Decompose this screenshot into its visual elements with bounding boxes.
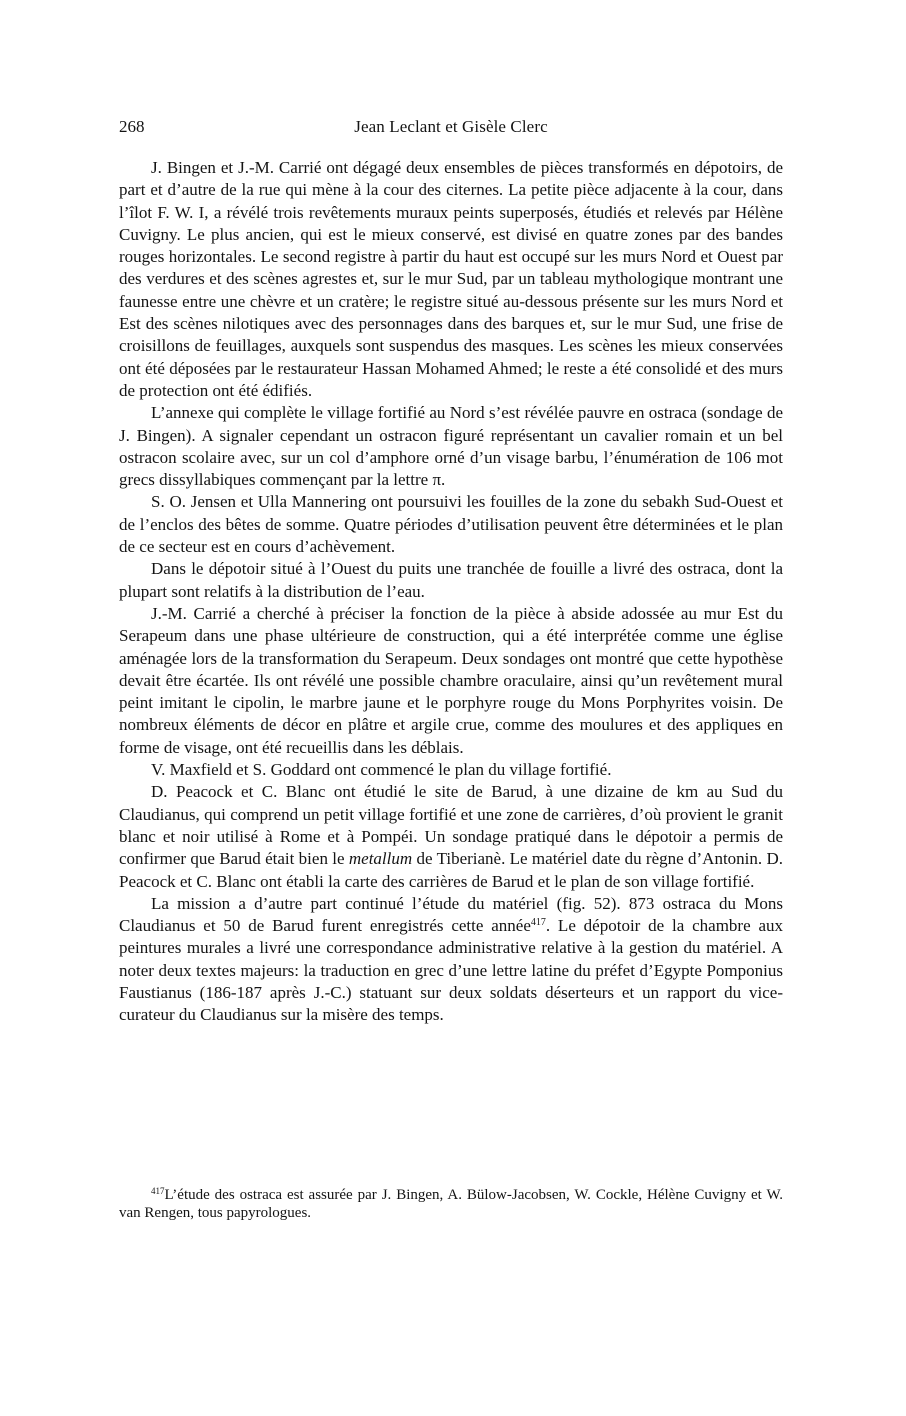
paragraph-jensen-mannering: S. O. Jensen et Ulla Mannering ont poursuivi les fouilles de la zone du sebakh Sud-Ouest et de l’enclos des bêtes de somme. Quatre périodes d’utilisation peuvent être déterminées et le plan de ce secteur est en cours d’achèvement. bbox=[119, 492, 783, 557]
paragraph-depotoir-puits: Dans le dépotoir situé à l’Ouest du puits une tranchée de fouille a livré des ostraca, dont la plupart sont relatifs à la distribution de l’eau. bbox=[119, 559, 783, 601]
paragraph-mission-text-before: La mission a d’autre part continué l’étude du matériel (fig. 52). 873 ostraca du Mons Claudianus et 50 de Barud furent enregistrés cette année bbox=[119, 893, 783, 936]
footnote-text: L’étude des ostraca est assurée par J. Bingen, A. Bülow-Jacobsen, W. Cockle, Hélène Cuvigny et W. van Rengen, tous papyrologues. bbox=[119, 1187, 783, 1221]
paragraph-mission-text-after: . Le dépotoir de la chambre aux peintures murales a livré une correspondance administrative relative à la gestion du matériel. A noter deux textes majeurs: la traduction en grec d’une lettre latine du préfet d’Egypte Pomponius Faustianus (186-187 après J.-C.) statuant sur deux soldats déserteurs et un rapport du vice-curateur du Claudianus sur la misère des temps. bbox=[119, 916, 783, 1025]
italic-term-metallum: metallum bbox=[348, 849, 413, 869]
body-text bbox=[119, 157, 783, 1027]
paragraph-bingen-carrie: J. Bingen et J.-M. Carrié ont dégagé deux ensembles de pièces transformés en dépotoirs, de part et d’autre de la rue qui mène à la cour des citernes. La petite pièce adjacente à la cour, dans l’îlot F. W. I, a révélé trois revêtements muraux peints superposés, étudiés et relevés par Hélène Cuvigny. Le plus ancien, qui est le mieux conservé, est divisé en quatre zones par des bandes rouges horizontales. Le second registre à partir du haut est occupé sur les murs Nord et Ouest par des verdures et des scènes agrestes et, sur le mur Sud, par un tableau mythologique montrant une faunesse entre une chèvre et un cratère; le registre situé au-dessous présente sur les murs Nord et Est des scènes nilotiques avec des personnages dans des barques et, sur le mur Sud, une frise de croisillons de feuillages, auxquels sont suspendus des masques. Les scènes les mieux conservées ont été déposées par le restaurateur Hassan Mohamed Ahmed; le reste a été consolidé et des murs de protection ont été édifiés. bbox=[119, 158, 783, 400]
paragraph-peacock-blanc bbox=[119, 781, 783, 892]
page-number: 268 bbox=[119, 117, 145, 136]
footnote-number: 417 bbox=[151, 1186, 165, 1196]
paragraph-annexe: L’annexe qui complète le village fortifié au Nord s’est révélée pauvre en ostraca (sondage de J. Bingen). A signaler cependant un ostracon figuré représentant un cavalier romain et un bel ostracon scolaire avec, sur un col d’amphore orné d’un visage barbu, l’énumération de 106 mot grecs dissyllabiques commençant par la lettre π. bbox=[119, 403, 783, 490]
paragraph-mission-materiel bbox=[119, 893, 783, 1027]
paragraph-peacock-text-before: D. Peacock et C. Blanc ont étudié le site de Barud, à une dizaine de km au Sud du Claudianus, qui comprend un petit village fortifié et une zone de carrières, d’où provient le granit blanc et noir utilisé à Rome et à Pompéi. Un sondage pratiqué dans le dépotoir a permis de confirmer que Barud était bien le bbox=[119, 782, 783, 869]
paragraph-maxfield-goddard: V. Maxfield et S. Goddard ont commencé le plan du village fortifié. bbox=[151, 760, 612, 780]
running-header bbox=[119, 114, 783, 140]
footnote bbox=[119, 1186, 783, 1222]
footnote-reference[interactable]: 417 bbox=[530, 917, 546, 929]
paragraph-carrie-abside: J.-M. Carrié a cherché à préciser la fonction de la pièce à abside adossée au mur Est du Serapeum dans une phase ultérieure de construction, qui a été interprétée comme une église aménagée lors de la transformation du Serapeum. Deux sondages ont montré que cette hypothèse devait être écartée. Ils ont révélé une possible chambre oraculaire, ainsi qu’un revêtement mural peint imitant le cipolin, le marbre jaune et le porphyre rouge du Mons Porphyrites voisin. De nombreux éléments de décor en plâtre et argile crue, comme des moulures et des appliques en forme de visage, ont été recueillis dans les déblais. bbox=[119, 603, 783, 757]
paragraph-peacock-text-after: de Tiberianè. Le matériel date du règne d’Antonin. D. Peacock et C. Blanc ont établi la carte des carrières de Barud et le plan de son village fortifié. bbox=[119, 849, 783, 891]
running-title: Jean Leclant et Gisèle Clerc bbox=[354, 117, 548, 136]
